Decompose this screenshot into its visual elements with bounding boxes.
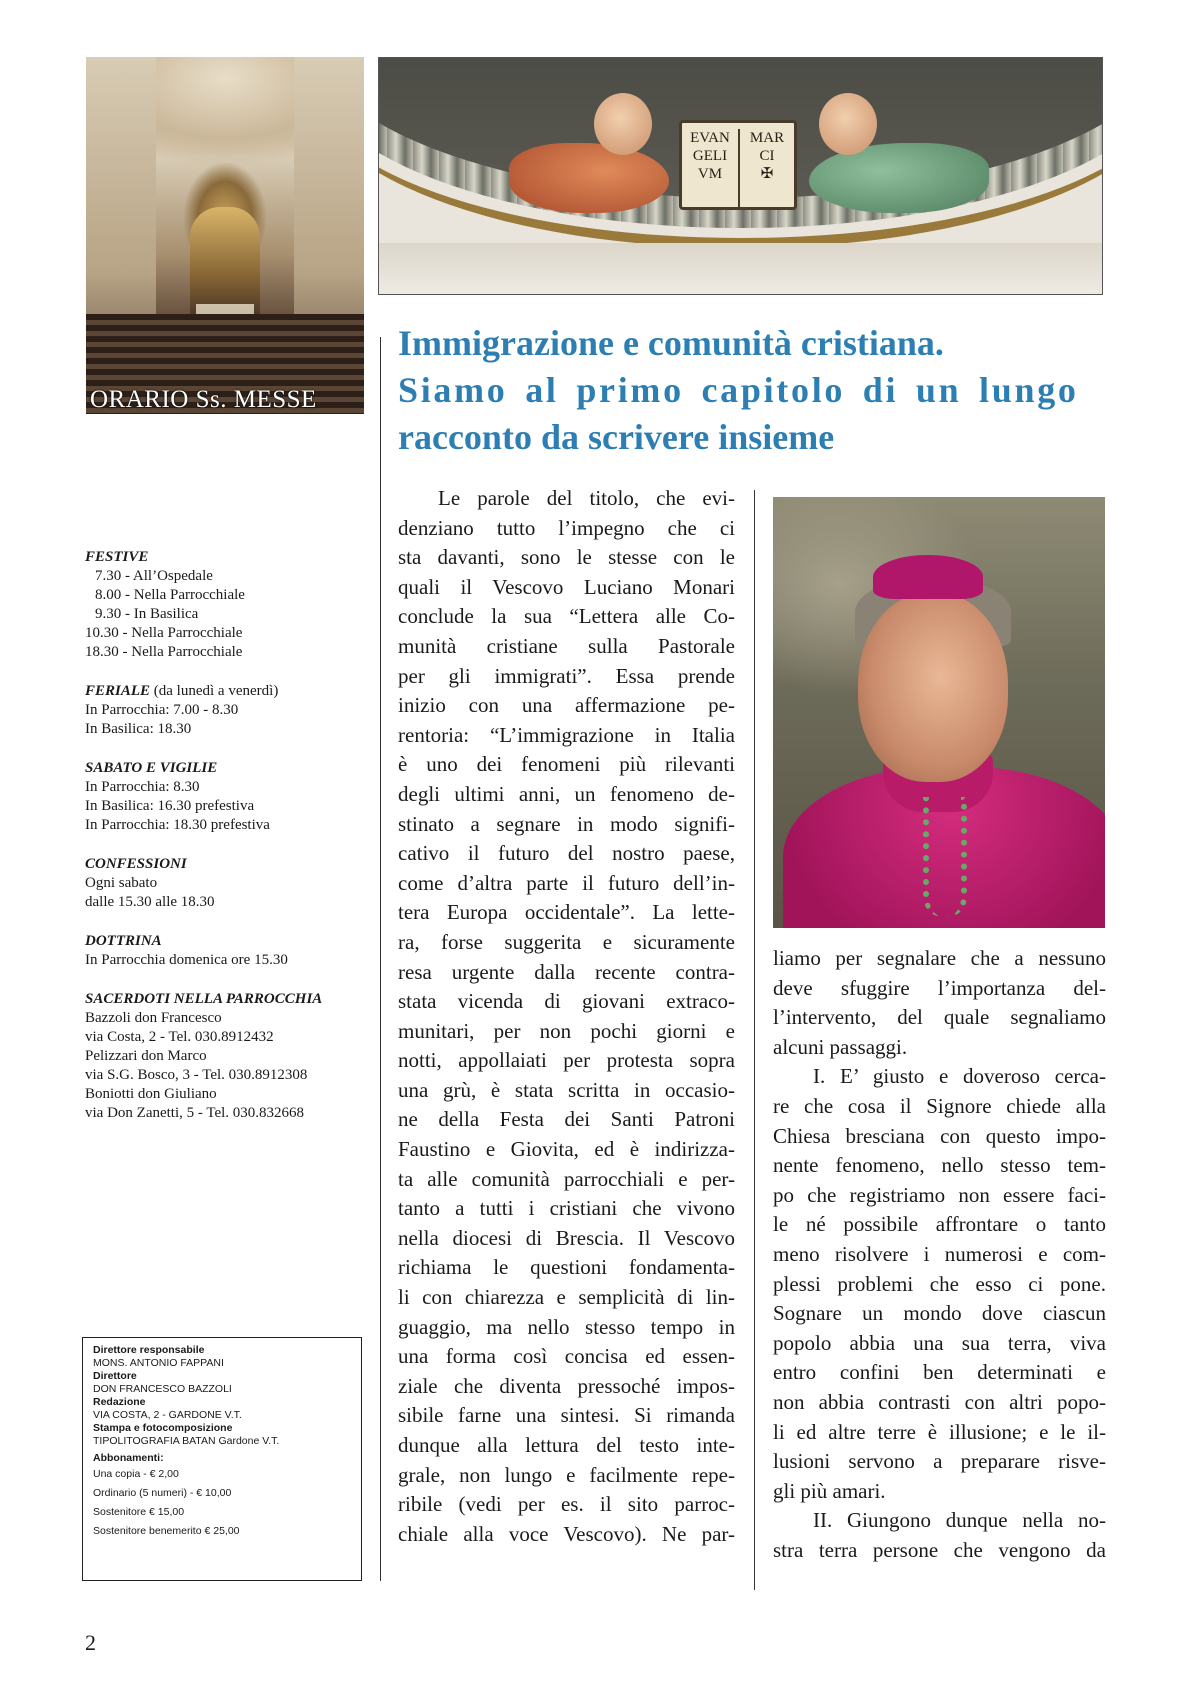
schedule-line: Bazzoli don Francesco [85, 1010, 222, 1026]
book-right-page [738, 129, 794, 207]
subscription-price: Sostenitore € 15,00 [93, 1506, 185, 1518]
body-line: grale, non lungo e facilmente repe- [398, 1462, 735, 1487]
body-line: stra terra persone che vengono da [773, 1537, 1106, 1562]
schedule-heading-row [85, 682, 355, 701]
column-divider-right [754, 490, 755, 1590]
body-line: denziano tutto l’impegno che ci [398, 515, 735, 540]
body-line: Sognare un mondo dove ciascun [773, 1301, 1106, 1326]
body-line: sta davanti, sono le stesse con le [398, 545, 735, 570]
page-number: 2 [85, 1630, 96, 1655]
masthead-label: Direttore [93, 1370, 137, 1382]
body-line: le né possibile affrontare o tanto [773, 1212, 1106, 1237]
body-line: ta alle comunità parrocchiali e per- [398, 1166, 735, 1191]
masthead-label: Stampa e fotocomposizione [93, 1422, 233, 1434]
schedule-heading-note: (da lunedì a venerdì) [150, 683, 279, 699]
schedule-heading: FESTIVE [85, 549, 149, 565]
right-cherub-head [819, 93, 877, 155]
masthead-value: VIA COSTA, 2 - GARDONE V.T. [93, 1409, 242, 1421]
schedule-line: 10.30 - Nella Parrocchiale [85, 625, 243, 641]
schedule-heading: DOTTRINA [85, 933, 162, 949]
body-line: liamo per segnalare che a nessuno [773, 946, 1106, 970]
schedule-line: via S.G. Bosco, 3 - Tel. 030.8912308 [85, 1067, 308, 1083]
book-left-page [682, 129, 738, 207]
mass-schedule [85, 548, 355, 1143]
body-line: guaggio, ma nello stesso tempo in [398, 1314, 735, 1339]
body-line: è uno dei fenomeni più rilevanti [398, 752, 735, 777]
body-line: plessi problemi che esso ci pone. [773, 1271, 1106, 1296]
masthead-value: TIPOLITOGRAFIA BATAN Gardone V.T. [93, 1435, 280, 1447]
body-line: l’intervento, del quale segnaliamo [773, 1005, 1106, 1030]
body-line: munità cristiane sulla Pastorale [398, 633, 735, 658]
article-body-column-right [773, 944, 1106, 1565]
body-line: Chiesa bresciana con questo impo- [773, 1123, 1106, 1148]
schedule-line: via Costa, 2 - Tel. 030.8912432 [85, 1029, 274, 1045]
body-line: resa urgente dalla recente contra- [398, 959, 735, 984]
body-line: Le parole del titolo, che evi- [438, 486, 735, 510]
fresco-gospel-book [679, 120, 797, 210]
body-line: lusioni servono a preparare risve- [773, 1449, 1106, 1474]
body-line: sibile farne una sintesi. Si rimanda [398, 1403, 735, 1428]
body-line: stinato a segnare in modo signifi- [398, 811, 735, 836]
schedule-sabato [85, 759, 355, 835]
schedule-line: 18.30 - Nella Parrocchiale [85, 644, 243, 660]
book-text: GELI [692, 148, 728, 164]
subscription-price: Una copia - € 2,00 [93, 1468, 179, 1480]
schedule-heading: SACERDOTI NELLA PARROCCHIA [85, 991, 323, 1007]
photo-altar [190, 207, 260, 317]
schedule-feriale [85, 682, 355, 739]
body-line: degli ultimi anni, un fenomeno de- [398, 781, 735, 806]
body-line: Faustino e Giovita, ed è indirizza- [398, 1137, 735, 1162]
masthead-label: Redazione [93, 1396, 146, 1408]
masthead-box [82, 1337, 362, 1581]
bishop-portrait-photo [773, 497, 1105, 928]
body-line: richiama le questioni fondamenta- [398, 1255, 735, 1280]
fresco-lower-wall [379, 243, 1102, 295]
body-line: popolo abbia una sua terra, viva [773, 1330, 1106, 1355]
body-line: I. E’ giusto e doveroso cerca- [813, 1064, 1106, 1089]
column-divider-left [380, 337, 381, 1581]
book-text: MAR [749, 130, 785, 146]
body-line: re che cosa il Signore chiede alla [773, 1093, 1106, 1118]
schedule-sacerdoti [85, 990, 355, 1123]
right-cherub-drapery [809, 143, 989, 213]
body-line: gli più amari. [773, 1478, 886, 1503]
body-line: cativo il futuro del nostro paese, [398, 841, 735, 866]
body-line: per gli immigrati”. Essa prende [398, 663, 735, 688]
body-line: dunque alla lettura del testo inte- [398, 1433, 735, 1457]
body-line: meno risolvere i numerosi e com- [773, 1241, 1106, 1266]
body-line: entro confini ben determinati e [773, 1360, 1106, 1385]
body-line: tera Europa occidentale”. La lette- [398, 900, 735, 925]
book-text: ✠ [760, 166, 774, 182]
schedule-line: In Parrocchia: 18.30 prefestiva [85, 817, 270, 833]
left-cherub-head [594, 93, 652, 155]
schedule-line: 9.30 - In Basilica [95, 606, 199, 622]
body-line: ribile (vedi per es. il sito parroc- [398, 1492, 735, 1517]
schedule-line: 7.30 - All’Ospedale [95, 568, 213, 584]
photo-face [858, 592, 1008, 782]
schedule-line: Ogni sabato [85, 875, 158, 891]
body-line: munitari, per non pochi giorni e [398, 1018, 735, 1043]
headline-line: Siamo al primo capitolo di un lungo [398, 370, 1079, 410]
headline-line: racconto da scrivere insieme [398, 417, 835, 457]
schedule-line: In Basilica: 18.30 [85, 721, 192, 737]
book-text: CI [759, 148, 775, 164]
body-line: II. Giungono dunque nella no- [813, 1508, 1106, 1533]
schedule-confessioni [85, 855, 355, 912]
schedule-line: Pelizzari don Marco [85, 1048, 207, 1064]
schedule-festive [85, 548, 355, 662]
body-line: conclude la sua “Lettera alle Co- [398, 604, 735, 629]
article-body-column-middle [398, 484, 735, 1549]
body-line: nente fenomeno, nello stesso tem- [773, 1153, 1106, 1178]
body-line: li con chiarezza e semplicità di lin- [398, 1285, 735, 1310]
body-line: alcuni passaggi. [773, 1034, 908, 1059]
schedule-line: In Parrocchia: 7.00 - 8.30 [85, 702, 239, 718]
body-line: chiale alla voce Vescovo). Ne par- [398, 1521, 735, 1546]
orario-title: ORARIO Ss. MESSE [90, 386, 317, 413]
fresco-banner-image [378, 57, 1103, 295]
subscriptions-label: Abbonamenti: [93, 1452, 164, 1464]
schedule-line: dalle 15.30 alle 18.30 [85, 894, 215, 910]
body-line: non abbia contrasti con altri popo- [773, 1389, 1106, 1414]
body-line: una forma così concisa ed essen- [398, 1344, 735, 1369]
body-line: rentoria: “L’immigrazione in Italia [398, 722, 735, 747]
schedule-line: In Basilica: 16.30 prefestiva [85, 798, 255, 814]
masthead-value: MONS. ANTONIO FAPPANI [93, 1357, 224, 1369]
body-line: tanto a tutti i cristiani che vivono [398, 1196, 735, 1221]
schedule-heading: SABATO E VIGILIE [85, 760, 218, 776]
schedule-line: 8.00 - Nella Parrocchiale [95, 587, 245, 603]
photo-zucchetto [873, 555, 983, 599]
schedule-line: In Parrocchia: 8.30 [85, 779, 200, 795]
photo-pectoral-cord [923, 797, 967, 917]
body-line: notti, appollaiati per protesta sopra [398, 1048, 735, 1073]
schedule-heading: FERIALE [85, 683, 151, 699]
article-headline [398, 320, 1103, 461]
body-line: quali il Vescovo Luciano Monari [398, 574, 735, 599]
body-line: stata vicenda di giovani extraco- [398, 989, 735, 1014]
book-text: EVAN [690, 130, 730, 146]
body-line: ne della Festa dei Santi Patroni [398, 1107, 735, 1132]
body-line: come d’altra parte il futuro dell’in- [398, 870, 735, 895]
body-line: ra, forse suggerita e sicuramente [398, 929, 735, 954]
body-line: una grù, è stata scritta in occasio- [398, 1077, 735, 1102]
church-interior-photo [86, 57, 364, 414]
schedule-line: via Don Zanetti, 5 - Tel. 030.832668 [85, 1105, 305, 1121]
body-line: deve sfuggire l’importanza del- [773, 975, 1106, 1000]
body-line: po che registriamo non essere faci- [773, 1182, 1106, 1207]
headline-line: Immigrazione e comunità cristiana. [398, 323, 944, 363]
body-line: inizio con una affermazione pe- [398, 693, 735, 718]
subscription-price: Sostenitore benemerito € 25,00 [93, 1525, 240, 1537]
schedule-dottrina [85, 932, 355, 970]
schedule-line: Boniotti don Giuliano [85, 1086, 217, 1102]
body-line: nella diocesi di Brescia. Il Vescovo [398, 1225, 735, 1250]
schedule-heading: CONFESSIONI [85, 856, 187, 872]
book-text: VM [697, 166, 723, 182]
masthead-label: Direttore responsabile [93, 1344, 205, 1356]
masthead-value: DON FRANCESCO BAZZOLI [93, 1383, 232, 1395]
body-line: li ed altre terre è illusione; e le il- [773, 1419, 1106, 1444]
schedule-line: In Parrocchia domenica ore 15.30 [85, 952, 288, 968]
body-line: ziale che diventa pressoché impos- [398, 1373, 735, 1398]
subscription-price: Ordinario (5 numeri) - € 10,00 [93, 1487, 232, 1499]
